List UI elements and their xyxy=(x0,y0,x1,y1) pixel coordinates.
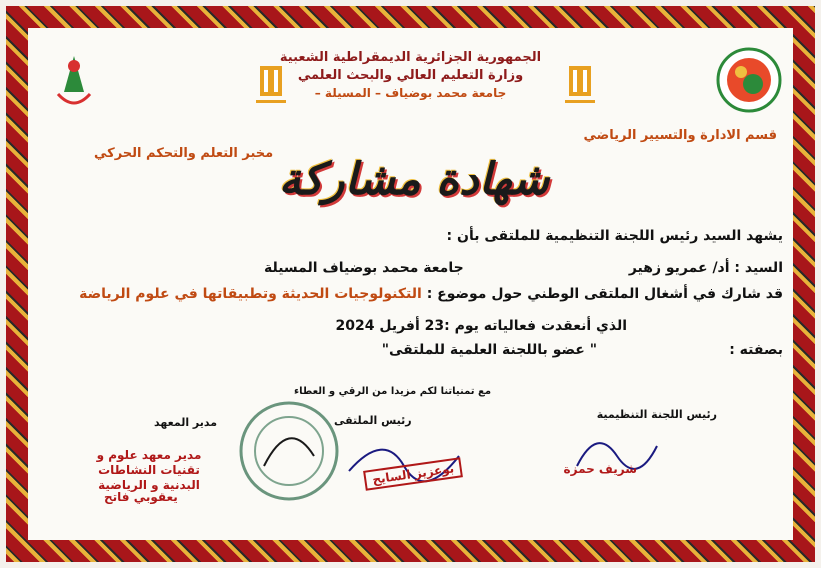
organizing-head-stamp: شريف حمزة xyxy=(563,462,637,476)
department-name: قسم الادارة والتسيير الرياضي xyxy=(583,128,777,143)
conference-topic: التكنولوجيات الحديثة وتطبيقاتها في علوم الرياضة xyxy=(79,286,422,302)
conference-head-stamp: بوعزيز السايح xyxy=(363,457,463,490)
organizing-head-label: رئيس اللجنة التنظيمية xyxy=(596,408,717,421)
institute-director-label: مدير المعهد xyxy=(154,416,218,429)
header-ministry: وزارة التعليم العالي والبحث العلمي xyxy=(297,68,524,83)
conference-head-label: رئيس الملتقى xyxy=(334,414,412,427)
director-stamp-name: يعقوبي فاتح xyxy=(104,490,178,504)
lab-name: مخبر التعلم والتحكم الحركي xyxy=(94,146,274,161)
participant-name: السيد : أد/ عمريو زهير xyxy=(628,260,783,276)
body-line-1: يشهد السيد رئيس اللجنة التنظيمية للملتقى بأن : xyxy=(446,228,783,244)
participant-institution: جامعة محمد بوضياف المسيلة xyxy=(264,260,464,276)
certificate-body xyxy=(34,36,787,532)
role-label: بصفته : xyxy=(729,342,783,358)
closing-wish: مع تمنياتنا لكم مزيدا من الرقي و العطاء xyxy=(294,386,492,397)
header-university: جامعة محمد بوضياف – المسيلة – xyxy=(314,86,507,100)
participant-role: " عضو باللجنة العلمية للملتقى" xyxy=(381,342,597,358)
director-stamp-title: مدير معهد علوم و تقنيات النشاطات البدنية و الرياضية xyxy=(96,448,202,492)
conference-date: الذي أنعقدت فعالياته يوم :23 أفريل 2024 xyxy=(335,318,627,334)
official-round-stamp xyxy=(234,396,344,506)
participation-prefix: قد شارك في أشغال الملتقى الوطني حول موضوع : xyxy=(426,286,783,302)
certificate-title: شهادة مشاركة xyxy=(278,154,550,205)
header-republic: الجمهورية الجزائرية الديمقراطية الشعبية xyxy=(279,50,542,65)
body-line-3 xyxy=(79,286,783,302)
